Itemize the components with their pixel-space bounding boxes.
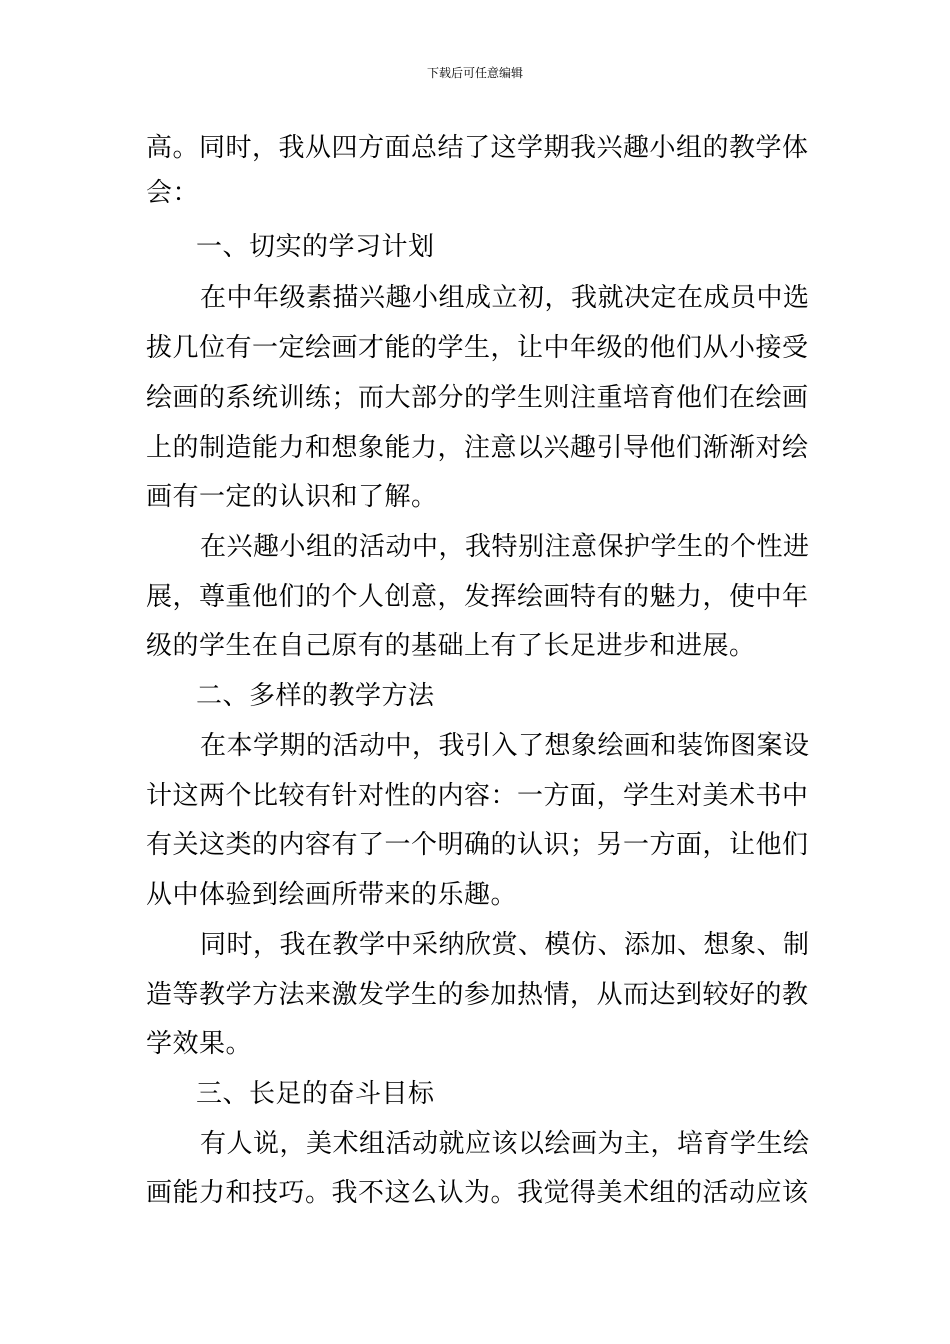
text-line: 从中体验到绘画所带来的乐趣。 [146, 880, 518, 910]
text-line: 在兴趣小组的活动中，我特别注意保护学生的个性进 [200, 532, 810, 562]
section-heading-1: 一、切实的学习计划 [196, 232, 435, 262]
text-line: 在本学期的活动中，我引入了想象绘画和装饰图案设 [200, 731, 810, 761]
text-line: 造等教学方法来激发学生的参加热情，从而达到较好的教 [146, 980, 809, 1010]
text-line: 有关这类的内容有了一个明确的认识；另一方面，让他们 [146, 830, 809, 860]
text-line: 学效果。 [146, 1029, 253, 1059]
text-line: 绘画的系统训练；而大部分的学生则注重培育他们在绘画 [146, 383, 809, 413]
text-line: 拔几位有一定绘画才能的学生，让中年级的他们从小接受 [146, 333, 809, 363]
text-line: 计这两个比较有针对性的内容：一方面，学生对美术书中 [146, 781, 809, 811]
text-line: 上的制造能力和想象能力，注意以兴趣引导他们渐渐对绘 [146, 433, 809, 463]
text-line: 画有一定的认识和了解。 [146, 482, 438, 512]
text-line: 级的学生在自己原有的基础上有了长足进步和进展。 [146, 631, 756, 661]
text-line: 展，尊重他们的个人创意，发挥绘画特有的魅力，使中年 [146, 582, 809, 612]
section-heading-2: 二、多样的教学方法 [196, 681, 435, 711]
text-line: 会： [146, 178, 200, 208]
text-line: 同时，我在教学中采纳欣赏、模仿、添加、想象、制 [200, 930, 810, 960]
text-line: 画能力和技巧。我不这么认为。我觉得美术组的活动应该 [146, 1178, 809, 1208]
text-line: 在中年级素描兴趣小组成立初，我就决定在成员中选 [200, 283, 810, 313]
text-line: 有人说，美术组活动就应该以绘画为主，培育学生绘 [200, 1129, 810, 1159]
page-header: 下载后可任意编辑 [426, 66, 523, 80]
section-heading-3: 三、长足的奋斗目标 [196, 1079, 435, 1109]
text-line: 高。同时，我从四方面总结了这学期我兴趣小组的教学体 [146, 133, 809, 163]
